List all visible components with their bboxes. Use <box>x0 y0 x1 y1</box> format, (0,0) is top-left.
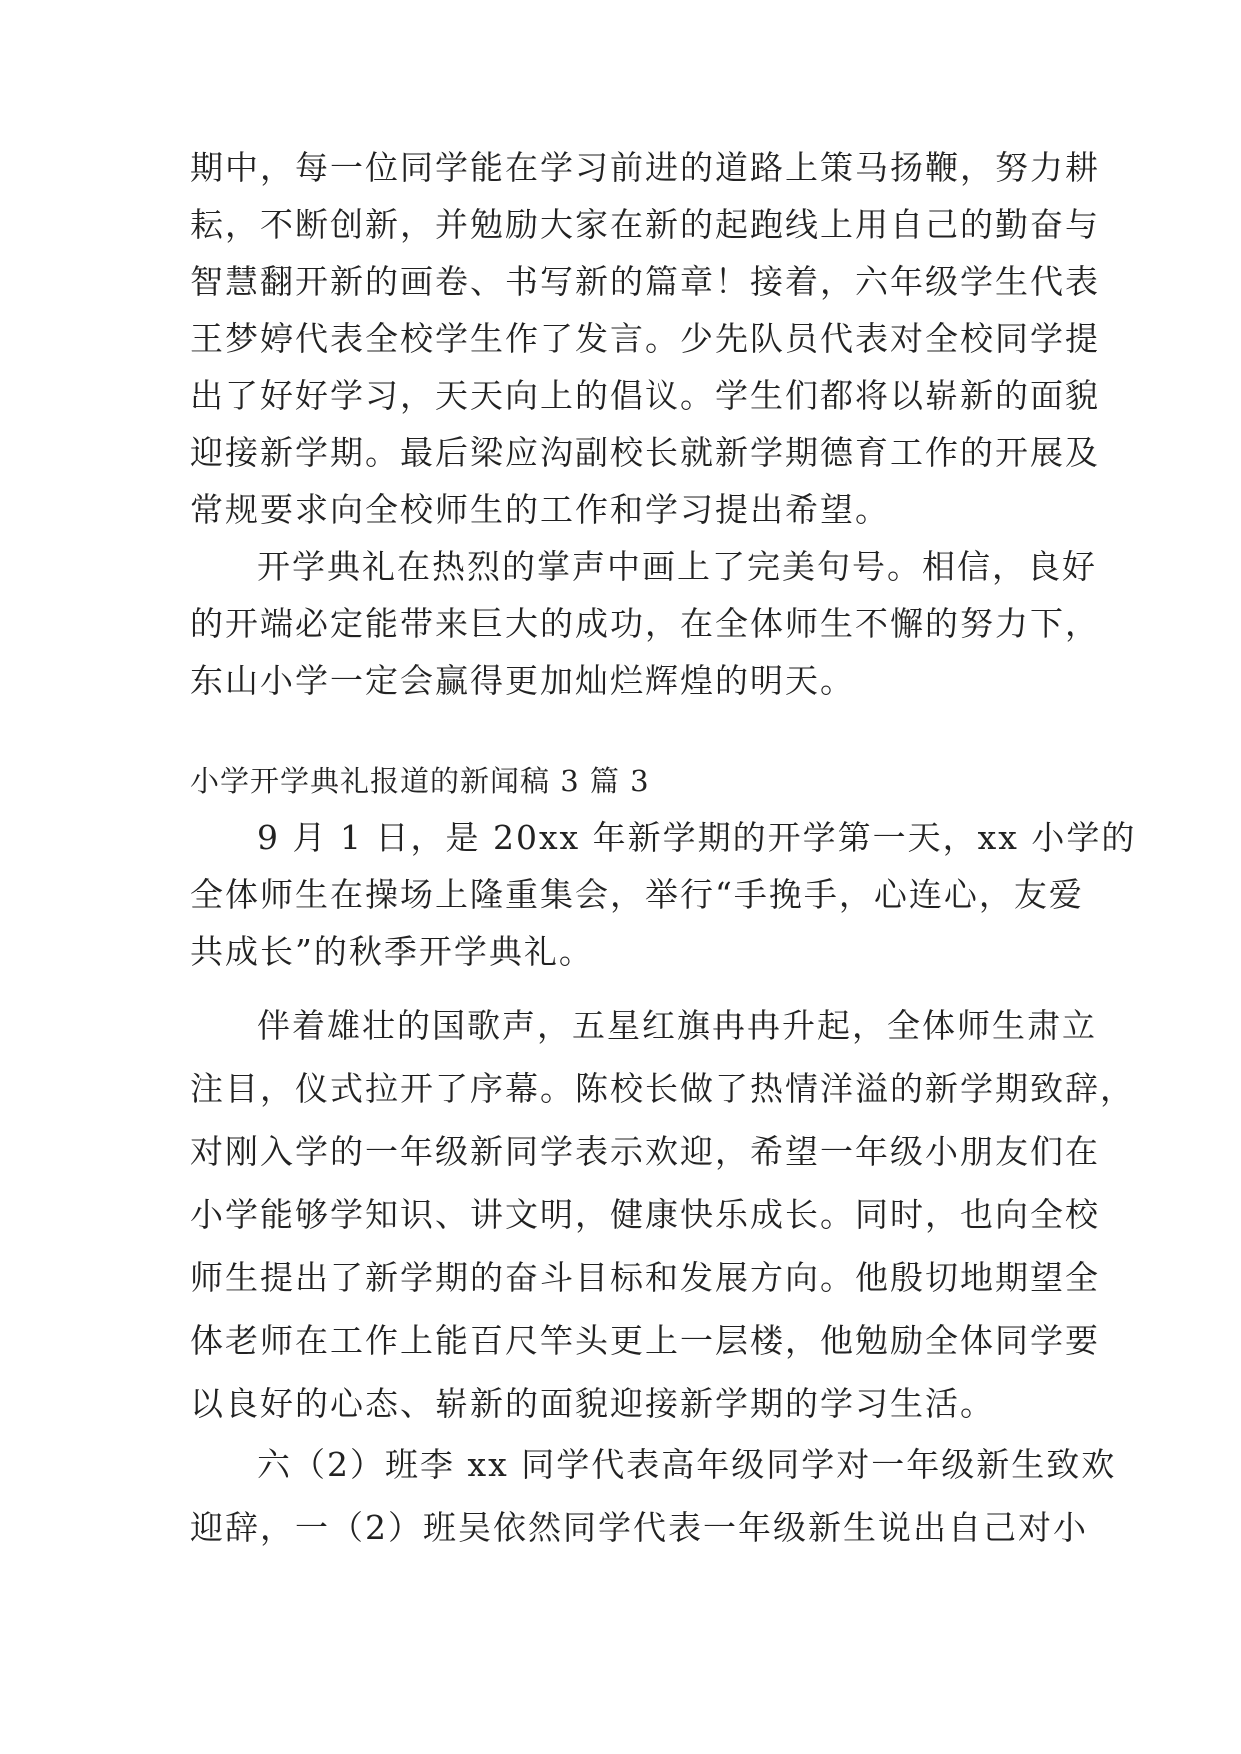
paragraph-line: 六（2）班李 xx 同学代表高年级同学对一年级新生致欢 <box>257 1445 1117 1484</box>
paragraph-line: 智慧翻开新的画卷、书写新的篇章！接着，六年级学生代表 <box>190 262 1100 301</box>
paragraph-line: 伴着雄壮的国歌声，五星红旗冉冉升起，全体师生肃立 <box>257 1006 1097 1045</box>
paragraph-line: 注目，仪式拉开了序幕。陈校长做了热情洋溢的新学期致辞， <box>190 1069 1135 1108</box>
paragraph-line: 期中，每一位同学能在学习前进的道路上策马扬鞭，努力耕 <box>190 148 1100 187</box>
paragraph-line: 耘，不断创新，并勉励大家在新的起跑线上用自己的勤奋与 <box>190 205 1100 244</box>
paragraph-line: 东山小学一定会赢得更加灿烂辉煌的明天。 <box>190 661 855 700</box>
paragraph-line: 以良好的心态、崭新的面貌迎接新学期的学习生活。 <box>190 1384 995 1423</box>
paragraph-line: 小学能够学知识、讲文明，健康快乐成长。同时，也向全校 <box>190 1195 1100 1234</box>
paragraph-line: 共成长”的秋季开学典礼。 <box>190 932 594 971</box>
paragraph-line: 师生提出了新学期的奋斗目标和发展方向。他殷切地期望全 <box>190 1258 1100 1297</box>
paragraph-line: 常规要求向全校师生的工作和学习提出希望。 <box>190 490 890 529</box>
paragraph-line: 体老师在工作上能百尺竿头更上一层楼，他勉励全体同学要 <box>190 1321 1100 1360</box>
paragraph-line: 9 月 1 日，是 20xx 年新学期的开学第一天，xx 小学的 <box>257 818 1137 857</box>
paragraph-line: 对刚入学的一年级新同学表示欢迎，希望一年级小朋友们在 <box>190 1132 1100 1171</box>
paragraph-line: 出了好好学习，天天向上的倡议。学生们都将以崭新的面貌 <box>190 376 1100 415</box>
paragraph-line: 全体师生在操场上隆重集会，举行“手挽手，心连心，友爱 <box>190 875 1084 914</box>
paragraph-line: 迎辞，一（2）班吴依然同学代表一年级新生说出自己对小 <box>190 1508 1088 1547</box>
paragraph-line: 开学典礼在热烈的掌声中画上了完美句号。相信，良好 <box>257 547 1097 586</box>
paragraph-line: 的开端必定能带来巨大的成功，在全体师生不懈的努力下， <box>190 604 1100 643</box>
paragraph-line: 王梦婷代表全校学生作了发言。少先队员代表对全校同学提 <box>190 319 1100 358</box>
paragraph-line: 迎接新学期。最后梁应沟副校长就新学期德育工作的开展及 <box>190 433 1100 472</box>
section-heading: 小学开学典礼报道的新闻稿 3 篇 3 <box>190 764 650 798</box>
